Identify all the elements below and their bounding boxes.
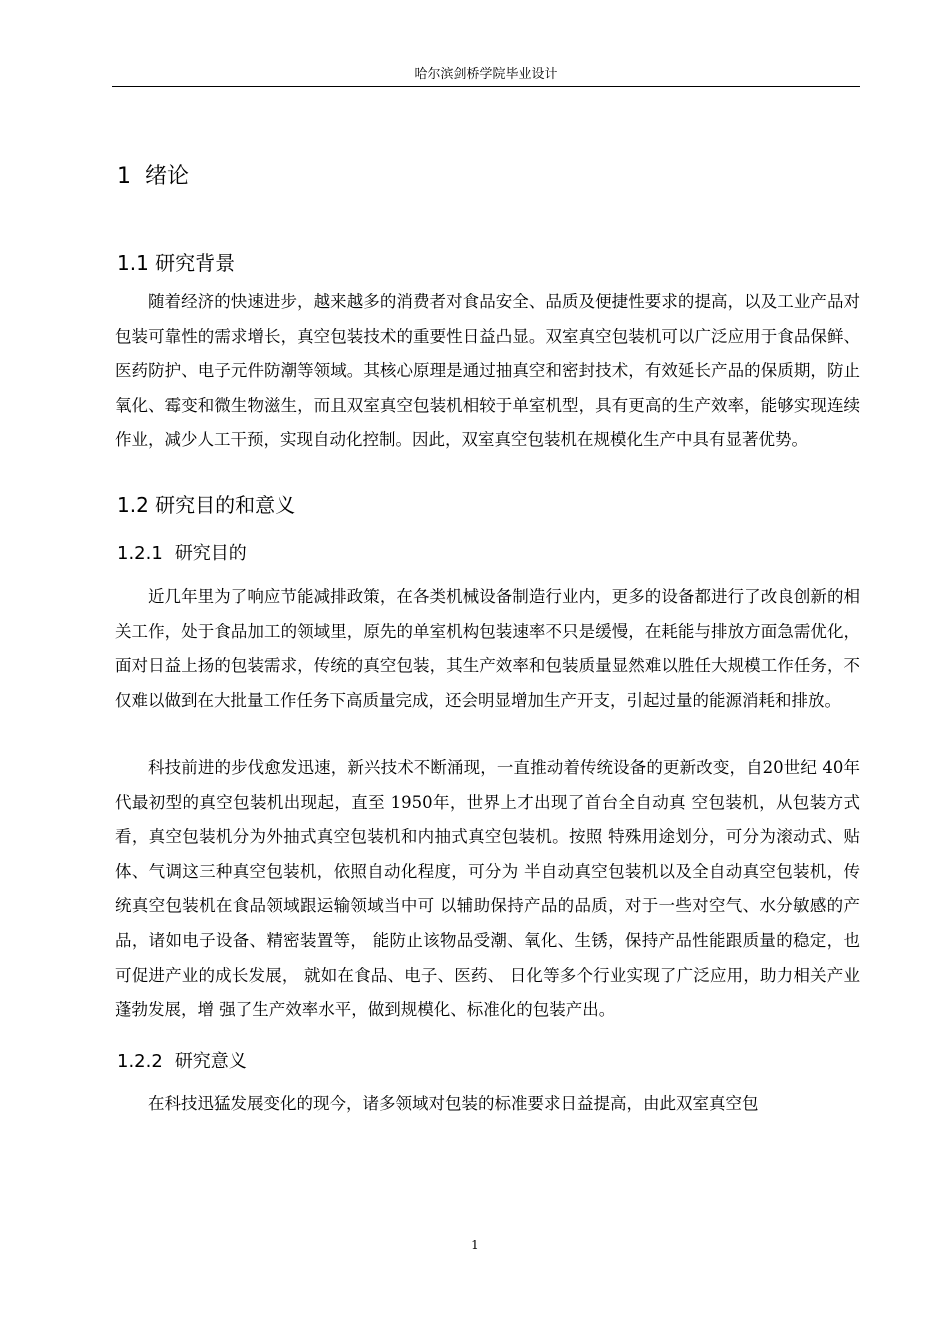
section-heading-1-1: 1.1 研究背景 [117,251,236,275]
section-heading-1-2: 1.2 研究目的和意义 [117,493,296,517]
chapter-title: 绪论 [145,164,190,189]
subsection-title: 研究目的 [174,543,247,564]
subsection-heading-1-2-1 [117,540,247,568]
subsection-heading-1-2-2 [117,1048,247,1076]
subsection-number: 1.2.1 [117,543,163,564]
chapter-number: 1 [117,164,131,189]
paragraph-background: 随着经济的快速进步，越来越多的消费者对食品安全、品质及便捷性要求的提高，以及工业产品对包装可靠性的需求增长，真空包装技术的重要性日益凸显。双室真空包装机可以广泛应用于食品保鲜、医药防护、电子元件防潮等领域。其核心原理是通过抽真空和密封技术，有效延长产品的保质期，防止氧化、霉变和微生物滋生，而且双室真空包装机相较于单室机型，具有更高的生产效率，能够实现连续作业，减少人工干预，实现自动化控制。因此，双室真空包装机在规模化生产中具有显著优势。 [115,292,860,450]
paragraph-significance: 在科技迅猛发展变化的现今，诸多领域对包装的标准要求日益提高，由此双室真空包 [148,1094,759,1113]
paragraph-history: 科技前进的步伐愈发迅速，新兴技术不断涌现，一直推动着传统设备的更新改变，自20世纪 40年代最初型的真空包装机出现起，直至 1950年，世界上才出现了首台全自动真 空包装机，从包装方式看，真空包装机分为外抽式真空包装机和内抽式真空包装机。按照 特殊用途划分，可分为滚动式、贴体、气调这三种真空包装机，依照自动化程度，可分为 半自动真空包装机以及全自动真空包装机，传统真空包装机在食品领域跟运输领域当中可 以辅助保持产品的品质，对于一些对空气、水分敏感的产品，诸如电子设备、精密装置等， 能防止该物品受潮、氧化、生锈，保持产品性能跟质量的稳定，也可促进产业的成长发展， 就如在食品、电子、医药、 日化等多个行业实现了广泛应用，助力相关产业蓬勃发展，增 强了生产效率水平，做到规模化、标准化的包装产出。 [115,758,860,1020]
subsection-title: 研究意义 [174,1051,247,1072]
subsection-number: 1.2.2 [117,1051,163,1072]
paragraph-purpose: 近几年里为了响应节能减排政策，在各类机械设备制造行业内，更多的设备都进行了改良创新的相关工作，处于食品加工的领域里，原先的单室机构包装速率不只是缓慢，在耗能与排放方面急需优化，面对日益上扬的包装需求，传统的真空包装，其生产效率和包装质量显然难以胜任大规模工作任务，不仅难以做到在大批量工作任务下高质量完成，还会明显增加生产开支，引起过量的能源消耗和排放。 [115,587,860,710]
chapter-heading [117,160,189,194]
page-number: 1 [471,1238,479,1252]
page-header: 哈尔滨剑桥学院毕业设计 [112,64,860,87]
